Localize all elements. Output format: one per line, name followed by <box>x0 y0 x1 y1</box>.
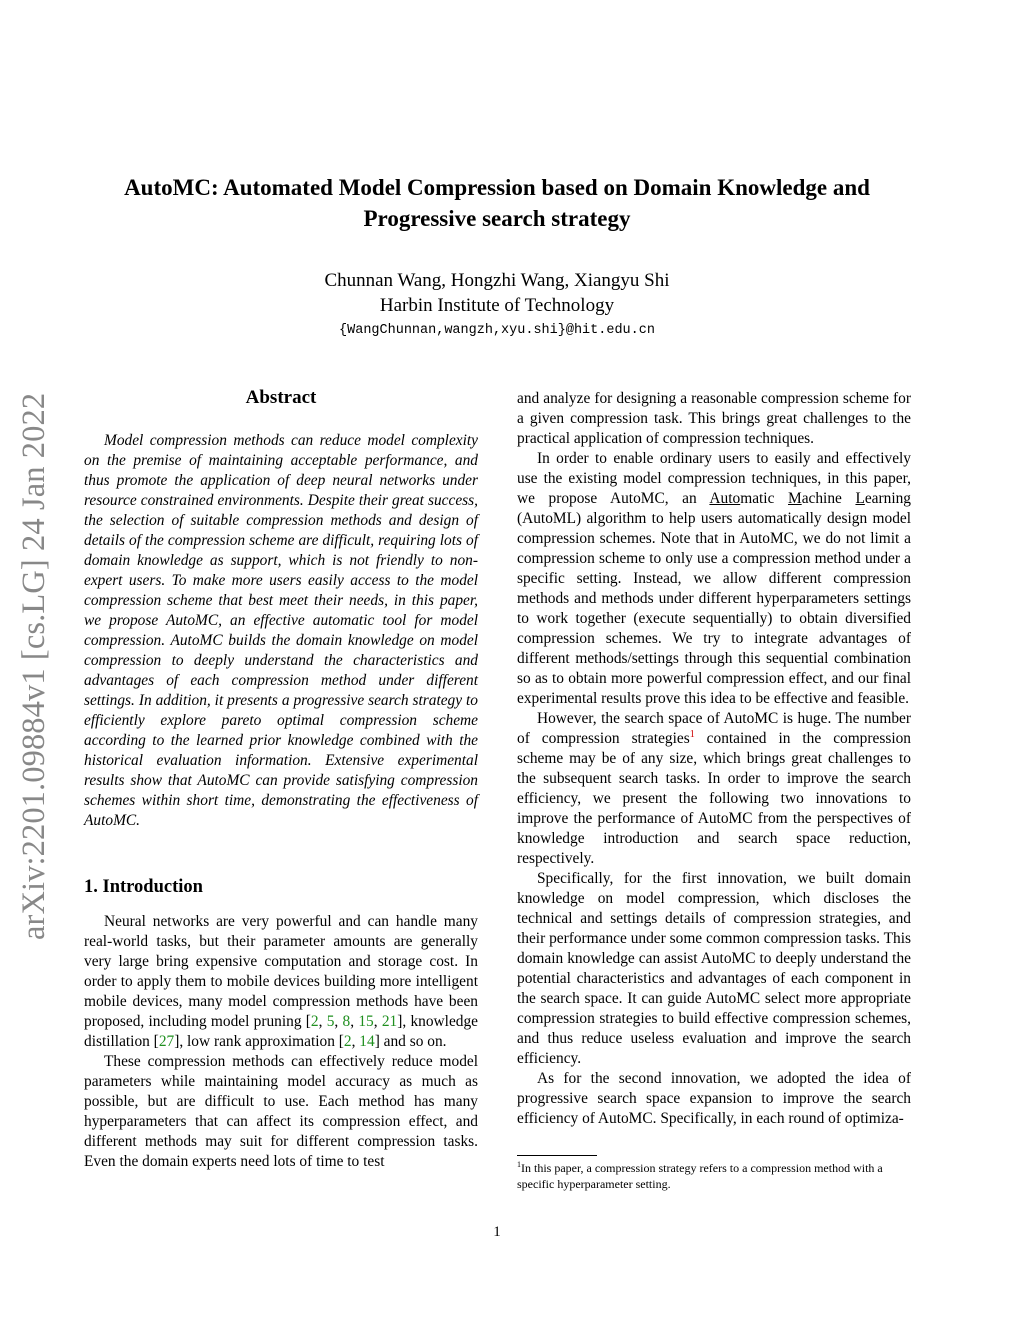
abstract-paragraph: Model compression methods can reduce model complexity on the premise of maintaining acceptable performance, and thus promote the application of deep neural networks under resource constrained environments. Despite their great success, the selection of suitable compression methods and design of details of the compression scheme are difficult, requiring lots of domain knowledge as support, which is not friendly to non-expert users. To make more users easily access to the model compression scheme that best meet their needs, in this paper, we propose AutoMC, an effective automatic tool for model compression. AutoMC builds the domain knowledge on model compression to deeply understand the characteristics and advantages of each compression method under different settings. In addition, it presents a progressive search strategy to efficiently explore pareto optimal compression scheme according to the learned prior knowledge combined with the historical evaluation information. Extensive experimental results show that AutoMC can provide satisfying compression schemes within short time, demonstrating the effectiveness of AutoMC. <box>84 432 478 829</box>
author-list: Chunnan Wang, Hongzhi Wang, Xiangyu Shi <box>324 270 670 291</box>
citation-link[interactable]: 2 <box>343 1033 352 1050</box>
arxiv-stamp: arXiv:2201.09884v1 [cs.LG] 24 Jan 2022 <box>16 392 52 940</box>
author-emails: {WangChunnan,wangzh,xyu.shi}@hit.edu.cn <box>339 323 655 338</box>
right-column-body <box>517 389 911 1129</box>
footnote-divider <box>517 1155 597 1156</box>
intro-paragraph-2: These compression methods can effectively reduce model parameters while maintaining model accuracy as much as possible, but are difficult to use. Each method has many hyperparameters that can affect its compression effect, and different methods may suit for different compression tasks. Even the domain experts need lots of time to test <box>84 1053 478 1170</box>
footnote <box>517 1160 911 1192</box>
abstract-body <box>84 431 478 831</box>
right-paragraph-2: In order to enable ordinary users to easily and effectively use the existing model compression techniques, in this paper, we propose AutoMC, an Automatic Machine Learning (AutoML) algorithm to help users automatically design model compression schemes. Note that in AutoMC, we do not limit a compression scheme to only use a compression method under a specific setting. Instead, we allow different compression methods and methods under different hyperparameters settings to work together (execute sequentially) to obtain diversified compression schemes. We try to integrate advantages of different methods/settings through this sequential combination so as to obtain more powerful compression effect, and our final experimental results prove this idea to be effective and feasible. <box>517 450 911 707</box>
paper-title <box>90 172 904 234</box>
citation-link[interactable]: 15 <box>358 1013 374 1030</box>
footnote-text: In this paper, a compression strategy refers to a compression method with a specific hyperparameter setting. <box>517 1161 883 1191</box>
citation-link[interactable]: 14 <box>359 1033 375 1050</box>
citation-link[interactable]: 2 <box>310 1013 319 1030</box>
citation-link[interactable]: 8 <box>342 1013 351 1030</box>
citation-link[interactable]: 5 <box>326 1013 335 1030</box>
citation-link[interactable]: 21 <box>381 1013 398 1030</box>
citation-link[interactable]: 27 <box>158 1033 175 1050</box>
page-number: 1 <box>493 1224 501 1240</box>
introduction-heading: 1. Introduction <box>84 877 203 897</box>
footnote-mark: 1 <box>517 1160 521 1169</box>
title-line-1: AutoMC: Automated Model Compression based on Domain Knowledge and <box>124 175 870 200</box>
abstract-heading: Abstract <box>245 387 317 408</box>
intro-paragraph-1: Neural networks are very powerful and can handle many real-world tasks, but their parameter amounts are generally very large bring expensive computation and storage cost. In order to apply them to mobile devices building more intelligent mobile devices, many model compression methods have been proposed, including model pruning [2, 5, 8, 15, 21], knowledge distillation [27], low rank approximation [2, 14] and so on. <box>84 913 478 1050</box>
right-paragraph-1: and analyze for designing a reasonable compression scheme for a given compression task. This brings great challenges to the practical application of compression techniques. <box>517 390 911 447</box>
footnote-link[interactable]: 1 <box>689 729 695 740</box>
right-paragraph-5: As for the second innovation, we adopted the idea of progressive search space expansion to improve the search efficiency of AutoMC. Specifically, in each round of optimiza- <box>517 1070 911 1127</box>
affiliation: Harbin Institute of Technology <box>379 295 615 316</box>
right-paragraph-3: However, the search space of AutoMC is huge. The number of compression strategies$^1$ contained in the compression scheme may be of any size, which brings great challenges to the subsequent search tasks. In order to improve the search efficiency, we present the following two innovations to improve the performance of AutoMC from the perspectives of knowledge introduction and search space reduction, respectively. <box>517 710 911 867</box>
title-line-2: Progressive search strategy <box>363 206 631 231</box>
right-paragraph-4: Specifically, for the first innovation, we built domain knowledge on model compression, which discloses the technical and settings details of compression strategies, and their performance under some common compression tasks. This domain knowledge can assist AutoMC to deeply understand the potential characteristics and advantages of each component in the search space. It can guide AutoMC select more appropriate compression strategies to build effective compression schemes, and thus reduce useless evaluation and improve the search efficiency. <box>517 870 911 1067</box>
introduction-body <box>84 912 478 1172</box>
